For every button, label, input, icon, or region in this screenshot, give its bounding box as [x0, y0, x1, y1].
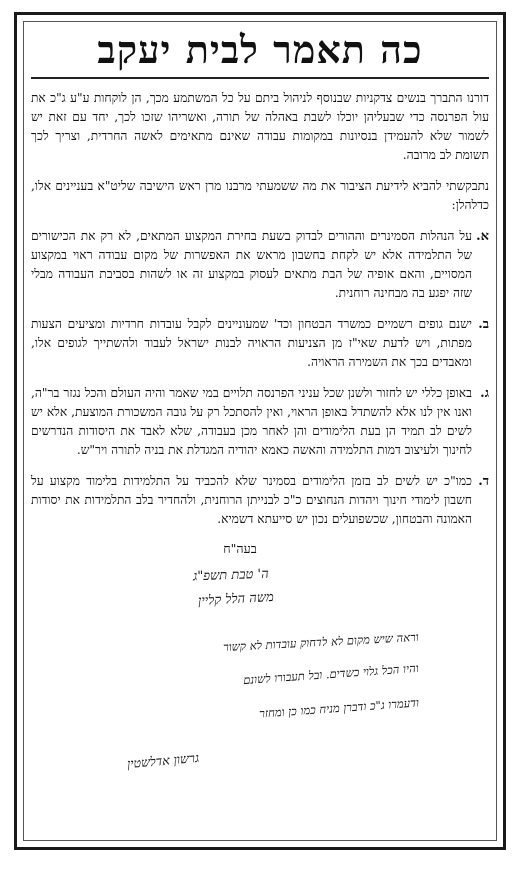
handwritten-note-line: ודעמרו ג"כ ודברן מניח כמו כן ומחזר	[258, 695, 420, 721]
item-marker: א.	[476, 229, 489, 244]
intro-paragraph: דורנו התברך בנשים צדקניות שבנוסף לניהול ביתם על כל המשתמע מכך, הן לוקחות ע"ע ג"כ את עול הפרנסה כדי שבעליהן יוכלו לשבת באהלה של תורה, ואשריהו שזכו לכך, יחד עם זאת יש לשמור שלא להעמידן בנסיונות במקומות עבודה שאינם מתאימים לאשה החרדית, וצריך לכך תשומת לב מרובה.	[31, 91, 489, 162]
list-item-alef	[31, 227, 489, 303]
handwritten-date: ה' טבת תשפ"ג	[193, 566, 270, 585]
document-title: כה תאמר לבית יעקב	[97, 27, 423, 72]
list-item-gimel	[31, 384, 489, 460]
list-item-bet	[31, 315, 489, 372]
item-marker: ב.	[478, 317, 489, 332]
list-item-dalet	[31, 472, 489, 529]
item-text: כמו"כ יש לשים לב בזמן הלימודים בסמינר שלא להכביד על התלמידות בלימוד מקצוע על חשבון לימודי חינוך ויהדות הנחוצים כ"כ לבנייתן הרוחנית, ולהחדיר בלב התלמידות את יסודות האמונה והבטחון, שכשפועלים נכון יש סייעתא דשמיא.	[31, 474, 472, 526]
title-divider	[31, 77, 489, 79]
signature-area	[31, 561, 489, 811]
item-text: ישנם גופים רשמיים כמשרד הבטחון וכד' שמעוניינים לקבל עובדות חרדיות ומציעים הצעות מפתות, ויש לדעת שאי"ז מן הצניעות הראויה לבנות ישראל לעבוד ולהשתייך לגופים אלו, ומאבדים בכך את השמירה הראויה.	[31, 317, 472, 369]
request-paragraph: נתבקשתי להביא לידיעת הציבור את מה ששמעתי מרבנו מרן ראש הישיבה שליט"א בעניינים אלו, כדלהלן:	[31, 179, 489, 212]
handwritten-note-line: והיו הכל גלוי כשדים. ובל תעבורו לשונם	[242, 660, 420, 688]
item-marker: ד.	[478, 474, 489, 489]
handwritten-signature-rosh-yeshiva: גרשון אדלשטין	[126, 749, 200, 772]
item-marker: ג.	[480, 386, 489, 401]
item-text: באופן כללי יש לחזור ולשנן שכל עניני הפרנסה תלויים במי שאמר והיה העולם והכל נגזר בר"ה, ואנו אין לנו אלא להשתדל באופן הראוי, ואין להסתכל רק על גובה המשכורת המוצעת, אלא יש לשים לב תמיד הן בעת הלימודים והן לאחר מכן בעבודה, שלא לאבד את היסודות הנדרשים לחינוך ולעיצוב דמות התלמידה והאשה כאמא יהודיה המגדלת את בניה לתורה ויר"ש.	[31, 386, 472, 457]
handwritten-signature: משה הלל קליין	[197, 590, 275, 609]
handwritten-note-line: וראה שיש מקום לא לדחוק עובדות לא קשור	[223, 629, 420, 655]
signed-label: בעה"ח	[223, 541, 257, 556]
document-frame	[14, 12, 506, 850]
document-content	[31, 21, 489, 847]
item-text: על הנהלות הסמינרים וההורים לבדוק בשעת בחירת המקצוע המתאים, לא רק את הכישורים של התלמידה אלא יש לקחת בחשבון מראש את האפשרות של מקום עבודה ראוי במקצוע המסויים, והאם אופיה של הבת מתאים לעסוק במקצוע זה או לשהות בסביבת העבודה מבלי שזה יפגע בה מבחינה רוחנית.	[31, 229, 472, 300]
